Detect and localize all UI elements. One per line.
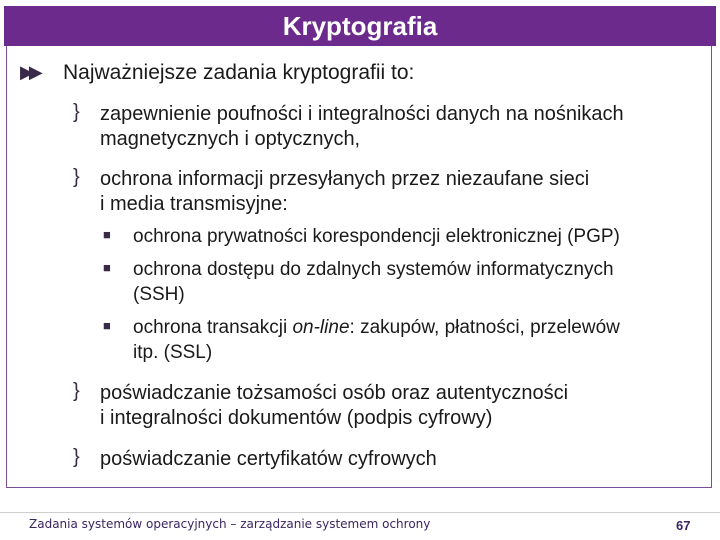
curly-brace-bullet-icon: } (73, 446, 80, 468)
subitem-3-line-2: itp. (SSL) (133, 342, 213, 363)
subitem-2-line-1: ochrona dostępu do zdalnych systemów informatycznych (133, 259, 614, 280)
page-number: 67 (676, 518, 691, 533)
task-4-line-1: poświadczanie certyfikatów cyfrowych (100, 448, 437, 470)
subitem-3-pre: ochrona transakcji (133, 317, 293, 338)
footer-text: Zadania systemów operacyjnych – zarządzanie systemem ochrony (29, 517, 431, 531)
subitem-3-post: : zakupów, płatności, przelewów (349, 317, 620, 338)
slide-title-bar (4, 6, 716, 46)
square-bullet-icon: ■ (103, 227, 111, 242)
curly-brace-bullet-icon: } (73, 101, 80, 123)
subitem-3-line-1 (133, 315, 620, 340)
task-3-line-1: poświadczanie tożsamości osób oraz autentyczności (100, 382, 569, 404)
task-3-line-2: i integralności dokumentów (podpis cyfrowy) (100, 407, 493, 429)
task-2-line-2: i media transmisyjne: (100, 193, 288, 215)
curly-brace-bullet-icon: } (73, 380, 80, 402)
curly-brace-bullet-icon: } (73, 166, 80, 188)
task-1-line-1: zapewnienie poufności i integralności danych na nośnikach (100, 103, 624, 125)
task-2-line-1: ochrona informacji przesyłanych przez niezaufane sieci (100, 168, 590, 190)
footer-divider (0, 512, 720, 513)
subitem-3-emph: on-line (292, 317, 350, 338)
subitem-1-line-1: ochrona prywatności korespondencji elektronicznej (PGP) (133, 226, 620, 247)
subitem-2-line-2: (SSH) (133, 284, 185, 305)
slide-title: Kryptografia (282, 10, 438, 41)
square-bullet-icon: ■ (103, 260, 111, 275)
square-bullet-icon: ■ (103, 318, 111, 333)
task-1-line-2: magnetycznych i optycznych, (100, 128, 361, 150)
intro-text: Najważniejsze zadania kryptografii to: (63, 61, 415, 84)
double-triangle-icon: ▶▶ (20, 62, 38, 82)
